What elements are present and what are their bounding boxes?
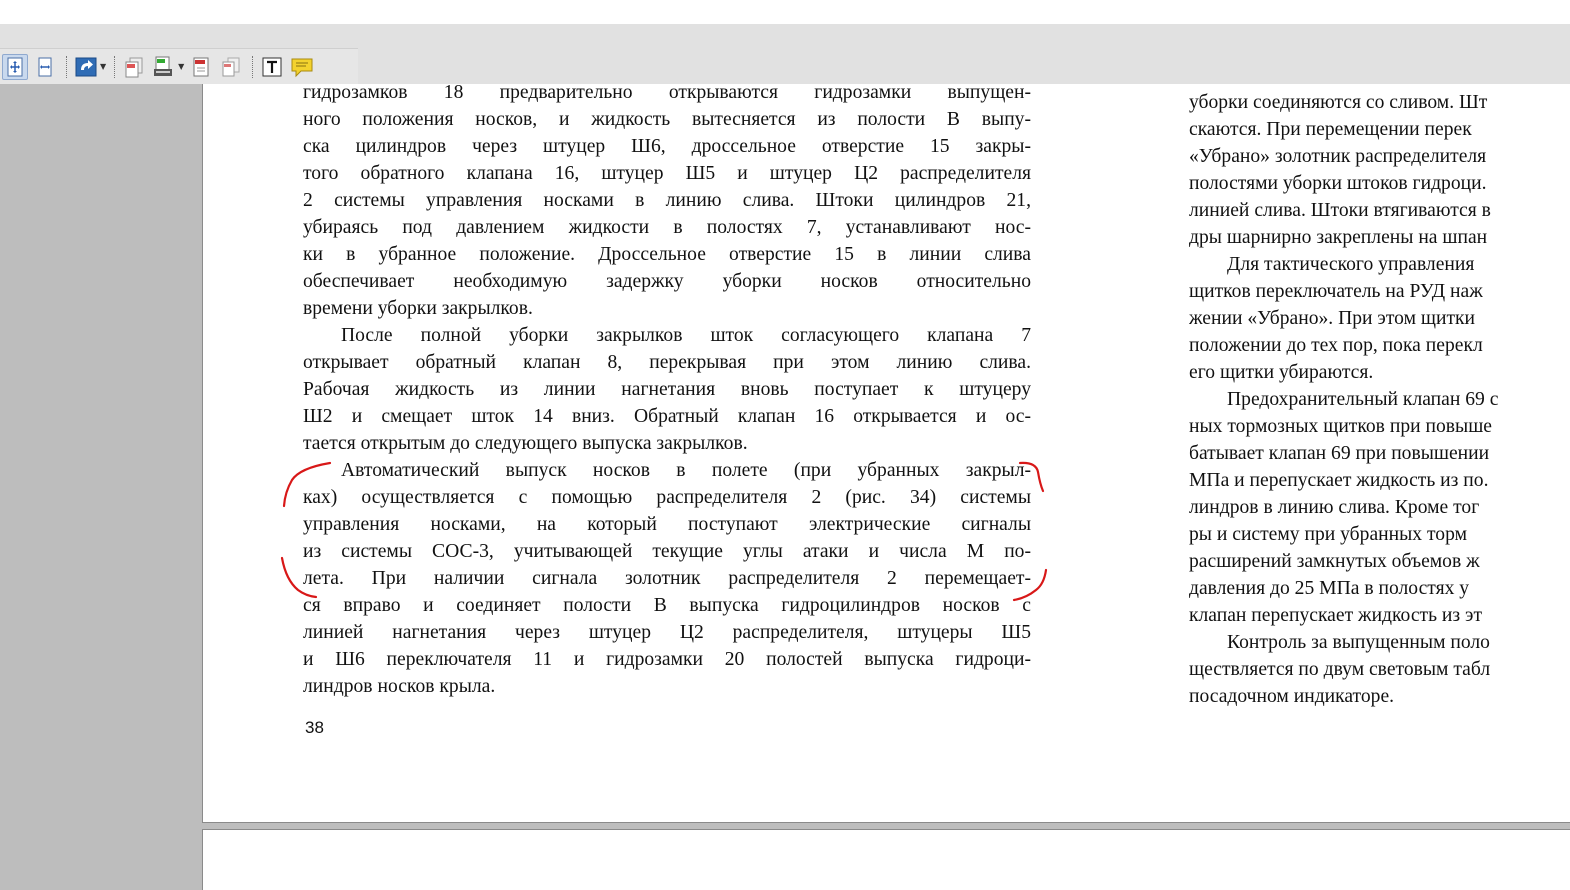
text-line: скаются. При перемещении перек (1189, 119, 1472, 140)
text-line: Рабочая жидкость из линии нагнетания вновь поступает к штуцеру (303, 379, 1031, 400)
pdf-page (202, 84, 1570, 823)
rotate-icon (75, 56, 97, 78)
copy-pages-icon (220, 56, 242, 78)
toolbar-separator (66, 56, 69, 78)
text-line: положении до тех пор, пока перекл (1189, 335, 1483, 356)
text-line: обеспечивает необходимую задержку уборки носков относительно (303, 271, 1031, 292)
export-pdf-button[interactable] (151, 54, 177, 80)
text-line: щитков переключатель на РУД наж (1189, 281, 1483, 302)
comment-note-icon (290, 56, 314, 78)
text-tool-icon (261, 56, 283, 78)
next-pdf-page (202, 829, 1570, 890)
fit-width-button[interactable] (32, 54, 58, 80)
text-line: тается открытым до следующего выпуска закрылков. (303, 433, 748, 454)
text-line: времени уборки закрылков. (303, 298, 533, 319)
text-line: жении «Убрано». При этом щитки (1189, 308, 1476, 329)
text-line: лета. При наличии сигнала золотник распределителя 2 перемещает- (303, 568, 1031, 589)
right-text-column (1189, 89, 1570, 710)
text-line: МПа и перепускает жидкость из по. (1189, 470, 1489, 491)
text-line: ного положения носков, и жидкость вытесняется из полости В выпу- (303, 109, 1031, 130)
text-line: Для тактического управления (1227, 254, 1475, 275)
export-pdf-icon (152, 56, 176, 78)
rotate-dropdown-arrow[interactable]: ▼ (100, 62, 107, 71)
text-line: ска цилиндров через штуцер Ш6, дроссельное отверстие 15 закры- (303, 136, 1031, 157)
text-line: посадочном индикаторе. (1189, 686, 1395, 707)
fit-page-button[interactable] (2, 54, 28, 80)
text-line: давления до 25 МПа в полостях у (1189, 578, 1470, 599)
title-strip (0, 0, 1570, 24)
text-line: и Ш6 переключателя 11 и гидрозамки 20 полостей выпуска гидроци- (303, 649, 1031, 670)
text-line: уборки соединяются со сливом. Шт (1189, 92, 1488, 113)
text-line: гидрозамков 18 предварительно открываются гидрозамки выпущен- (303, 82, 1031, 103)
paragraph-3 (303, 457, 1031, 700)
text-line: дры шарнирно закреплены на шпан (1189, 227, 1488, 248)
text-line: «Убрано» золотник распределителя (1189, 146, 1487, 167)
pdf-file-icon (190, 56, 212, 78)
text-line: линдров носков крыла. (303, 676, 496, 697)
text-line: ры и систему при убранных торм (1189, 524, 1467, 545)
text-line: После полной уборки закрылков шток согласующего клапана 7 (341, 325, 1031, 346)
extract-pages-button[interactable] (121, 54, 147, 80)
text-line: управления носками, на который поступают электрические сигналы (303, 514, 1031, 535)
text-line: Автоматический выпуск носков в полете (при убранных закрыл- (341, 460, 1031, 481)
text-line: убираясь под давлением жидкости в полостях 7, устанавливают нос- (303, 217, 1031, 238)
toolbar-separator (114, 56, 117, 78)
copy-pages-button[interactable] (218, 54, 244, 80)
text-line: Предохранительный клапан 69 с (1227, 389, 1499, 410)
text-line: Ш2 и смещает шток 14 вниз. Обратный клапан 16 открывается и ос- (303, 406, 1031, 427)
text-line: полостями уборки штоков гидроци. (1189, 173, 1487, 194)
paragraph-2 (303, 322, 1031, 457)
pdf-file-button[interactable] (188, 54, 214, 80)
text-line: того обратного клапана 16, штуцер Ш5 и штуцер Ц2 распределителя (303, 163, 1031, 184)
text-tool-button[interactable] (259, 54, 285, 80)
text-line: ках) осуществляется с помощью распределителя 2 (рис. 34) системы (303, 487, 1031, 508)
text-line: 2 системы управления носками в линию слива. Штоки цилиндров 21, (303, 190, 1031, 211)
text-line: его щитки убираются. (1189, 362, 1374, 383)
paragraph-1 (303, 79, 1031, 322)
fit-page-icon (6, 57, 24, 77)
export-dropdown-arrow[interactable]: ▼ (178, 62, 185, 71)
text-line: клапан перепускает жидкость из эт (1189, 605, 1483, 626)
text-line: из системы СОС-3, учитывающей текущие углы атаки и числа М по- (303, 541, 1031, 562)
text-line: ществляется по двум световым табл (1189, 659, 1491, 680)
fit-width-icon (36, 57, 54, 77)
toolbar-separator (252, 56, 255, 78)
text-line: линдров в линию слива. Кроме тог (1189, 497, 1480, 518)
rotate-button[interactable] (73, 54, 99, 80)
extract-pages-icon (123, 56, 145, 78)
text-line: батывает клапан 69 при повышении (1189, 443, 1490, 464)
text-line: Контроль за выпущенным поло (1227, 632, 1490, 653)
text-line: линией нагнетания через штуцер Ц2 распределителя, штуцеры Ш5 (303, 622, 1031, 643)
text-line: ся вправо и соединяет полости В выпуска гидроцилиндров носков с (303, 595, 1031, 616)
left-text-column (303, 79, 1031, 700)
text-line: открывает обратный клапан 8, перекрывая при этом линию слива. (303, 352, 1031, 373)
text-line: линией слива. Штоки втягиваются в (1189, 200, 1491, 221)
page-number: 38 (305, 718, 324, 737)
text-line: ки в убранное положение. Дроссельное отверстие 15 в линии слива (303, 244, 1031, 265)
text-line: ных тормозных щитков при повыше (1189, 416, 1492, 437)
text-line: расширений замкнутых объемов ж (1189, 551, 1480, 572)
comment-note-button[interactable] (289, 54, 315, 80)
